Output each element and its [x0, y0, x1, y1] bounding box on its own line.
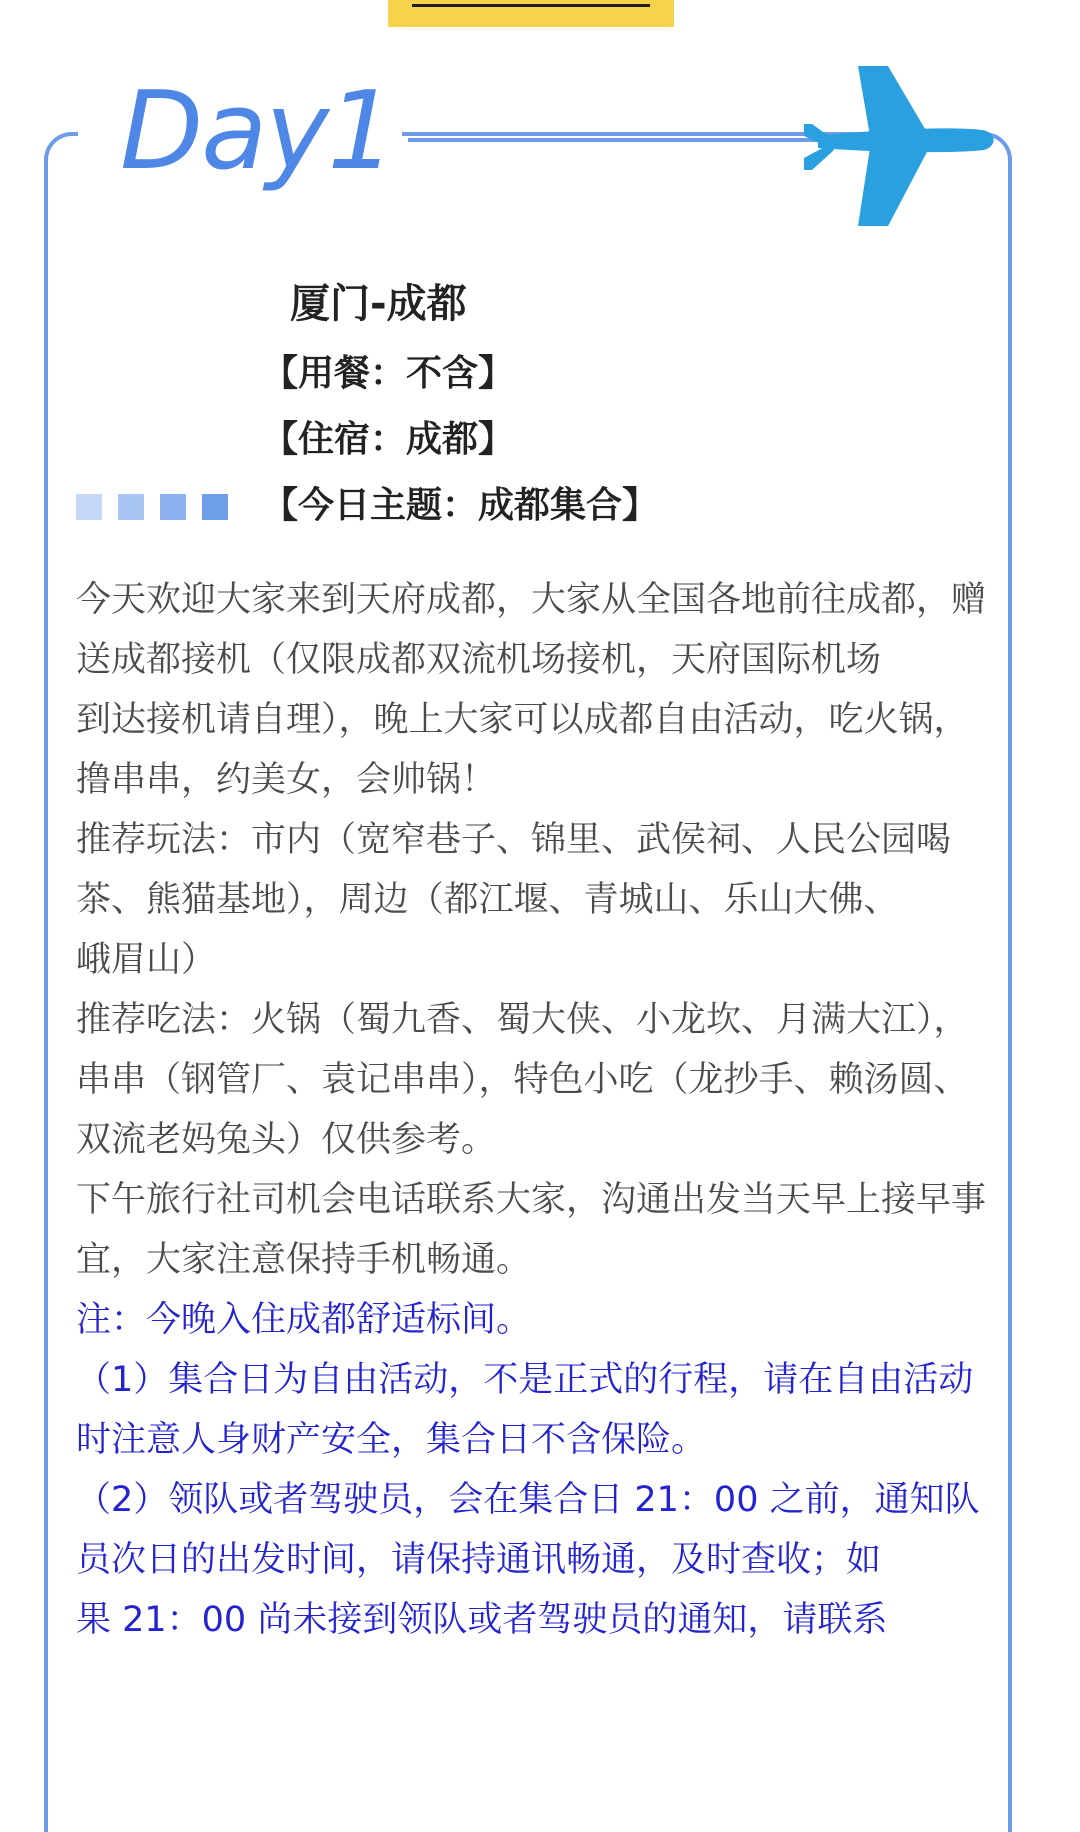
paragraph-food: 推荐吃法：火锅（蜀九香、蜀大侠、小龙坎、月满大江），串串（钢管厂、袁记串串），特色小吃（龙抄手、赖汤圆、双流老妈兔头）仅供参考。 — [76, 1000, 969, 1160]
square-3 — [160, 494, 186, 520]
note-lodging: 注：今晚入住成都舒适标间。 — [76, 1300, 532, 1340]
day-title: Day1 — [120, 69, 394, 194]
paragraph-driver: 下午旅行社司机会电话联系大家，沟通出发当天早上接早事宜，大家注意保持手机畅通。 — [76, 1180, 987, 1280]
paragraph-arrival: 今天欢迎大家来到天府成都，大家从全国各地前往成都，赠送成都接机（仅限成都双流机场接机，天府国际机场 到达接机请自理），晚上大家可以成都自由活动，吃火锅，撸串串，约美女，会帅锅！ — [76, 580, 987, 800]
lodging-info: 【住宿：成都】 — [262, 419, 515, 460]
square-4 — [202, 494, 228, 520]
title-underline — [408, 138, 818, 142]
top-tab-divider — [412, 4, 650, 7]
theme-info: 【今日主题：成都集合】 — [262, 485, 659, 526]
square-1 — [76, 494, 102, 520]
meals-info: 【用餐：不含】 — [262, 353, 515, 394]
paragraph-play: 推荐玩法：市内（宽窄巷子、锦里、武侯祠、人民公园喝茶、熊猫基地），周边（都江堰、青城山、乐山大佛、 峨眉山） — [76, 820, 952, 980]
day-description — [76, 570, 986, 1650]
airplane-icon — [800, 66, 1000, 234]
route-title: 厦门-成都 — [290, 281, 467, 327]
square-2 — [118, 494, 144, 520]
note-2: （2）领队或者驾驶员，会在集合日 21：00 之前，通知队员次日的出发时间，请保持通讯畅通，及时查收；如 果 21：00 尚未接到领队或者驾驶员的通知，请联系 — [76, 1480, 980, 1640]
note-1: （1）集合日为自由活动，不是正式的行程，请在自由活动时注意人身财产安全，集合日不含保险。 — [76, 1360, 974, 1460]
